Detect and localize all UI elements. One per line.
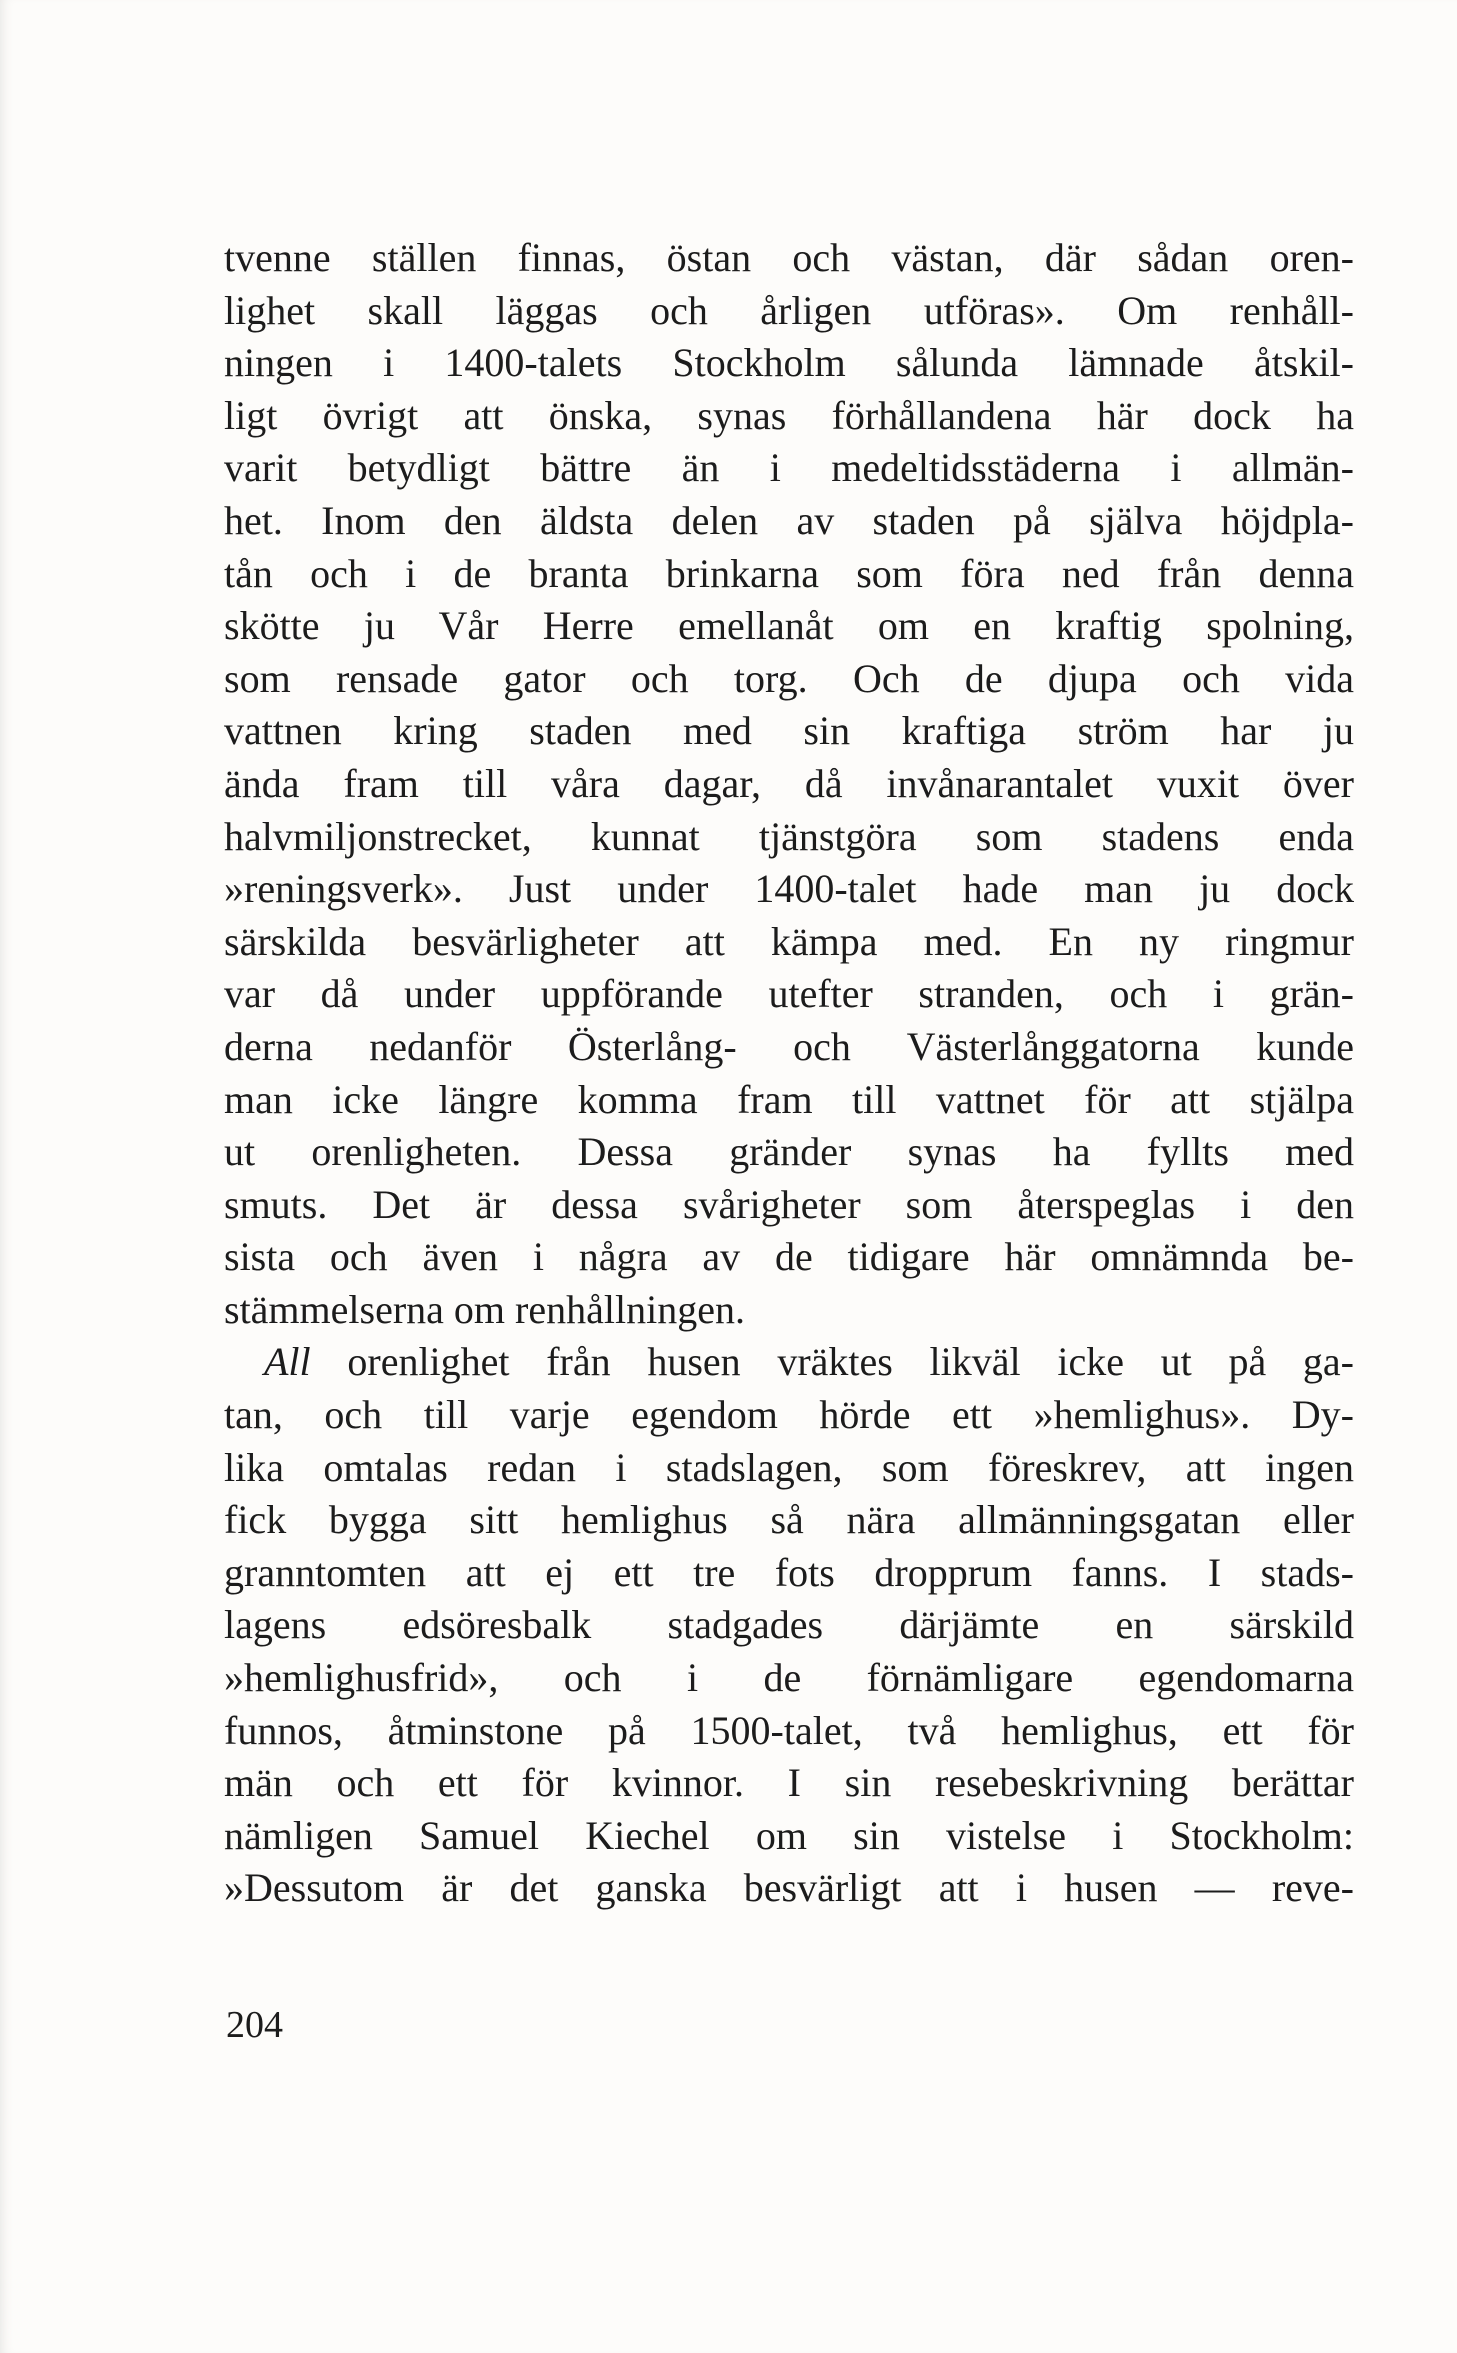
text-line: tån och i de branta brinkarna som föra ned från denna — [224, 550, 1354, 596]
paragraph-1 — [224, 232, 1354, 1336]
text-line: nämligen Samuel Kiechel om sin vistelse i Stockholm: — [224, 1812, 1354, 1858]
text-line: ut orenligheten. Dessa gränder synas ha fyllts med — [224, 1129, 1354, 1175]
text-line: ningen i 1400-talets Stockholm sålunda lämnade åtskil- — [224, 340, 1354, 386]
text-line: het. Inom den äldsta delen av staden på själva höjdpla- — [224, 497, 1354, 543]
text-line: granntomten att ej ett tre fots dropprum fanns. I stads- — [224, 1549, 1354, 1595]
text-line: ända fram till våra dagar, då invånarantalet vuxit över — [224, 760, 1354, 806]
text-line: tan, och till varje egendom hörde ett »hemlighus». Dy- — [224, 1392, 1354, 1438]
first-line-rest: orenlighet från husen vräktes likväl icke ut på ga- — [310, 1339, 1354, 1385]
text-line: varit betydligt bättre än i medeltidsstäderna i allmän- — [224, 445, 1354, 491]
text-line: man icke längre komma fram till vattnet för att stjälpa — [224, 1076, 1354, 1122]
text-line: »hemlighusfrid», och i de förnämligare egendomarna — [224, 1655, 1354, 1701]
text-line: lagens edsöresbalk stadgades därjämte en särskild — [224, 1602, 1354, 1648]
text-line: var då under uppförande utefter stranden, och i grän- — [224, 971, 1354, 1017]
paragraph-2 — [224, 1336, 1354, 1915]
text-line: tvenne ställen finnas, östan och västan, där sådan oren- — [224, 235, 1354, 280]
italic-word: All — [264, 1339, 311, 1385]
paragraph-2-first-line — [224, 1336, 1354, 1389]
text-line: lika omtalas redan i stadslagen, som föreskrev, att ingen — [224, 1444, 1354, 1490]
text-line: halvmiljonstrecket, kunnat tjänstgöra som stadens enda — [224, 813, 1354, 859]
text-line: »Dessutom är det ganska besvärligt att i husen — reve- — [224, 1865, 1354, 1911]
text-line: män och ett för kvinnor. I sin resebeskrivning berättar — [224, 1760, 1354, 1806]
text-line: särskilda besvärligheter att kämpa med. En ny ringmur — [224, 918, 1354, 964]
text-line: lighet skall läggas och årligen utföras». Om renhåll- — [224, 287, 1354, 333]
text-line: som rensade gator och torg. Och de djupa och vida — [224, 655, 1354, 701]
text-line: ligt övrigt att önska, synas förhållandena här dock ha — [224, 392, 1354, 438]
text-line: vattnen kring staden med sin kraftiga ström har ju — [224, 708, 1354, 754]
text-line: fick bygga sitt hemlighus så nära allmänningsgatan eller — [224, 1497, 1354, 1543]
text-line: derna nedanför Österlång- och Västerlånggatorna kunde — [224, 1023, 1354, 1069]
text-line: sista och även i några av de tidigare här omnämnda be- — [224, 1234, 1354, 1280]
text-line: funnos, åtminstone på 1500-talet, två hemlighus, ett för — [224, 1707, 1354, 1753]
text-line: »reningsverk». Just under 1400-talet hade man ju dock — [224, 866, 1354, 912]
page-number: 204 — [226, 2004, 283, 2046]
text-line: stämmelserna om renhållningen. — [224, 1286, 745, 1332]
text-line: smuts. Det är dessa svårigheter som återspeglas i den — [224, 1181, 1354, 1227]
text-line: skötte ju Vår Herre emellanåt om en kraftig spolning, — [224, 603, 1354, 649]
body-text — [224, 232, 1354, 1915]
